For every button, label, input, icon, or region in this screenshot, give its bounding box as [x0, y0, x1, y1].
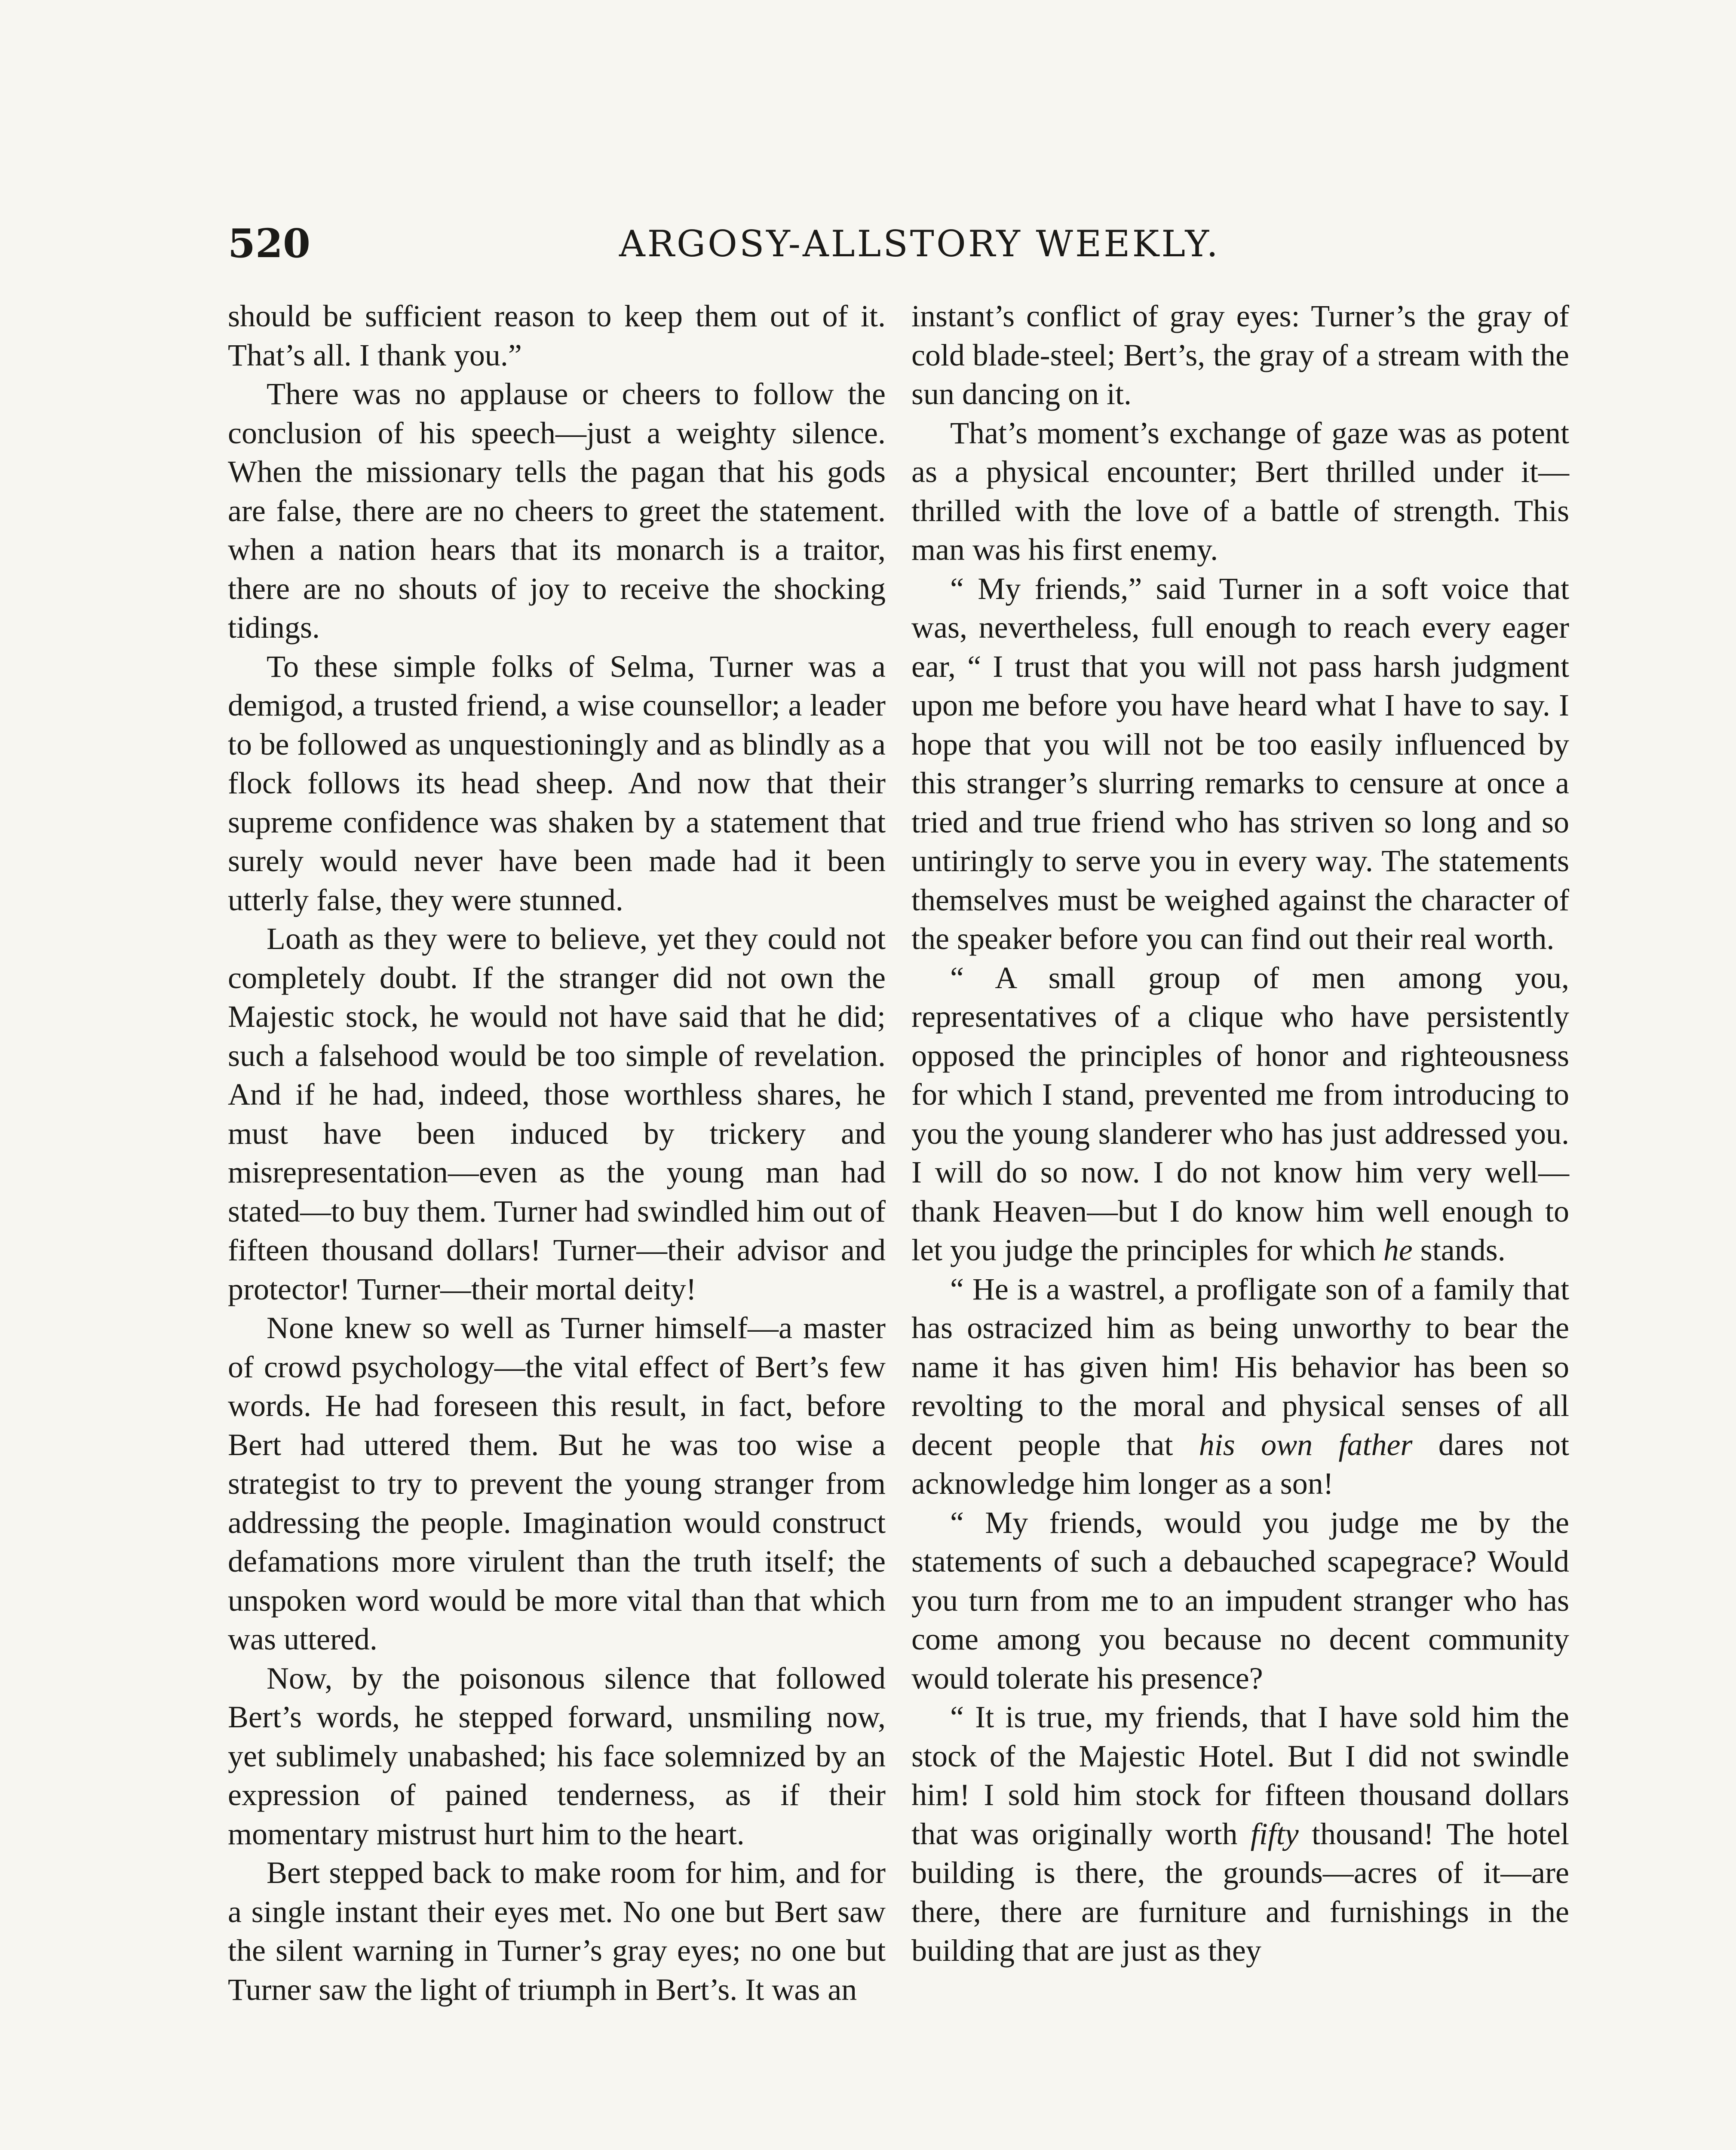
running-title: ARGOSY-ALLSTORY WEEKLY. [619, 223, 1220, 265]
paragraph: “ My friends, would you judge me by the statements of such a debauched scapegrace? Would you turn from me to an impudent stranger who has come among you because no decent community would tolerate his presence? [911, 1505, 1569, 1695]
paragraph: “ My friends,” said Turner in a soft voice that was, nevertheless, full enough to reach every eager ear, “ I trust that you will not pass harsh judgment upon me before you have heard what I have to say. I hope that you will not be too easily influenced by this stranger’s slurring remarks to censure at once a tried and true friend who has striven so long and so untiringly to serve you in every way. The statements themselves must be weighed against the character of the speaker before you can find out their real worth. [911, 571, 1569, 956]
text-run: thousand! The hotel building is there, the grounds—acres of it—are there, there are furniture and furnishings in the building that are just as they [911, 1816, 1569, 1968]
text-run: “ He is a wastrel, a profligate son of a family that has ostracized him as being unworthy to bear the name it has given him! His behavior has been so revolting to the moral and physical senses of all decent people that [911, 1272, 1569, 1462]
page-number: 520 [228, 220, 311, 267]
left-column [228, 297, 886, 2009]
text-run: “ A small group of men among you, representatives of a clique who have persistently opposed the principles of honor and righteousness for which I stand, prevented me from introducing to you the young slanderer who has just addressed you. I will do so now. I do not know him very well—thank Heaven—but I do know him well enough to let you judge the principles for which [911, 960, 1569, 1267]
paragraph: That’s moment’s exchange of gaze was as potent as a physical encounter; Bert thrilled under it—thrilled with the love of a battle of strength. This man was his first enemy. [911, 415, 1569, 567]
paragraph [911, 958, 1569, 1270]
text-run: stands. [1412, 1233, 1506, 1267]
italic-text: fifty [1250, 1816, 1299, 1851]
paragraph: should be sufficient reason to keep them out of it. That’s all. I thank you.” [228, 299, 886, 372]
paragraph [911, 1698, 1569, 1970]
text-run: “ It is true, my friends, that I have sold him the stock of the Majestic Hotel. But I did not swindle him! I sold him stock for fifteen thousand dollars that was originally worth [911, 1700, 1569, 1851]
italic-text: he [1383, 1233, 1413, 1267]
paragraph: instant’s conflict of gray eyes: Turner’s the gray of cold blade-steel; Bert’s, the gray of a stream with the sun dancing on it. [911, 299, 1569, 411]
text-run: dares not acknowledge him longer as a son! [911, 1427, 1570, 1501]
paragraph [911, 1270, 1569, 1503]
italic-text: his own father [1199, 1427, 1413, 1462]
paragraph: To these simple folks of Selma, Turner was a demigod, a trusted friend, a wise counsellor; a leader to be followed as unquestioningly and as blindly as a flock follows its head sheep. And now that their supreme confidence was shaken by a statement that surely would never have been made had it been utterly false, they were stunned. [228, 649, 886, 917]
paragraph: Bert stepped back to make room for him, and for a single instant their eyes met. No one but Bert saw the silent warning in Turner’s gray eyes; no one but Turner saw the light of triumph in Bert’s. It was an [228, 1855, 886, 2007]
paragraph: There was no applause or cheers to follow the conclusion of his speech—just a weighty silence. When the missionary tells the pagan that his gods are false, there are no cheers to greet the statement. when a nation hears that its monarch is a traitor, there are no shouts of joy to receive the shocking tidings. [228, 377, 886, 645]
paragraph: Now, by the poisonous silence that followed Bert’s words, he stepped forward, unsmiling now, yet sublimely unabashed; his face solemnized by an expression of pained tenderness, as if their momentary mistrust hurt him to the heart. [228, 1661, 886, 1851]
paragraph: Loath as they were to believe, yet they could not completely doubt. If the stranger did not own the Majestic stock, he would not have said that he did; such a falsehood would be too simple of revelation. And if he had, indeed, those worthless shares, he must have been induced by trickery and misrepresentation—even as the young man had stated—to buy them. Turner had swindled him out of fifteen thousand dollars! Turner—their advisor and protector! Turner—their mortal deity! [228, 921, 886, 1306]
paragraph: None knew so well as Turner himself—a master of crowd psychology—the vital effect of Bert’s few words. He had foreseen this result, in fact, before Bert had uttered them. But he was too wise a strategist to try to prevent the young stranger from addressing the people. Imagination would construct defamations more virulent than the truth itself; the unspoken word would be more vital than that which was uttered. [228, 1311, 886, 1656]
right-column [911, 297, 1569, 1970]
